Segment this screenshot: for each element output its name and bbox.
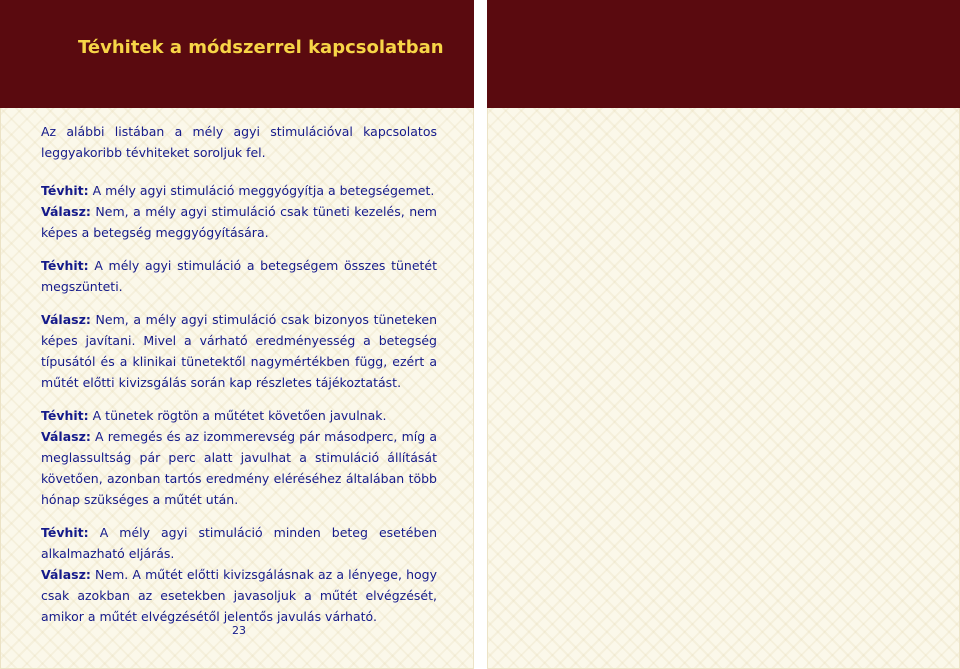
myth-answer-block — [41, 522, 437, 627]
answer-label: Válasz: — [41, 429, 91, 444]
page-number: 23 — [232, 624, 246, 637]
myth-label: Tévhit: — [41, 525, 89, 540]
answer-line — [41, 564, 437, 627]
myth-text: A mély agyi stimuláció meggyógyítja a betegségemet. — [92, 183, 435, 198]
page-header — [0, 0, 474, 108]
answer-label: Válasz: — [41, 567, 91, 582]
answer-text: Nem, a mély agyi stimuláció csak tüneti kezelés, nem képes a betegség meggyógyítására. — [41, 204, 437, 240]
myth-line — [41, 180, 437, 201]
answer-line — [41, 426, 437, 510]
answer-text: A remegés és az izommerevség pár másodperc, míg a meglassultság pár perc alatt javulhat a stimuláció állítását követően, azonban tartós eredmény eléréséhez általában több hónap szükséges a műtét után. — [41, 429, 437, 507]
myth-label: Tévhit: — [41, 408, 89, 423]
answer-label: Válasz: — [41, 204, 91, 219]
myth-text: A mély agyi stimuláció a betegségem összes tünetét megszünteti. — [41, 258, 437, 294]
answer-line — [41, 201, 437, 243]
page-title: Tévhitek a módszerrel kapcsolatban — [78, 37, 444, 58]
myth-line — [41, 255, 437, 297]
answer-text: Nem. A műtét előtti kivizsgálásnak az a lényege, hogy csak azokban az esetekben javasoljuk a műtét elvégzését, amikor a műtét elvégzésétől jelentős javulás várható. — [41, 567, 437, 624]
myth-answer-block — [41, 405, 437, 510]
answer-label: Válasz: — [41, 312, 91, 327]
myth-text: A tünetek rögtön a műtétet követően javulnak. — [92, 408, 387, 423]
intro-paragraph: Az alábbi listában a mély agyi stimulációval kapcsolatos leggyakoribb tévhiteket soroljuk fel. — [41, 124, 437, 160]
right-page — [487, 0, 960, 669]
answer-line — [41, 309, 437, 393]
myth-answer-block — [41, 255, 437, 393]
myth-line — [41, 405, 437, 426]
page-content — [41, 121, 437, 639]
myth-text: A mély agyi stimuláció minden beteg esetében alkalmazható eljárás. — [41, 525, 437, 561]
myth-label: Tévhit: — [41, 183, 89, 198]
page-header-right — [487, 0, 960, 108]
myth-label: Tévhit: — [41, 258, 89, 273]
left-page — [0, 0, 474, 669]
myth-line — [41, 522, 437, 564]
myth-answer-block — [41, 180, 437, 243]
answer-text: Nem, a mély agyi stimuláció csak bizonyos tüneteken képes javítani. Mivel a várható eredményesség a betegség típusától és a klinikai tünetektől nagymértékben függ, ezért a műtét előtti kivizsgálás során kap részletes tájékoztatást. — [41, 312, 437, 390]
